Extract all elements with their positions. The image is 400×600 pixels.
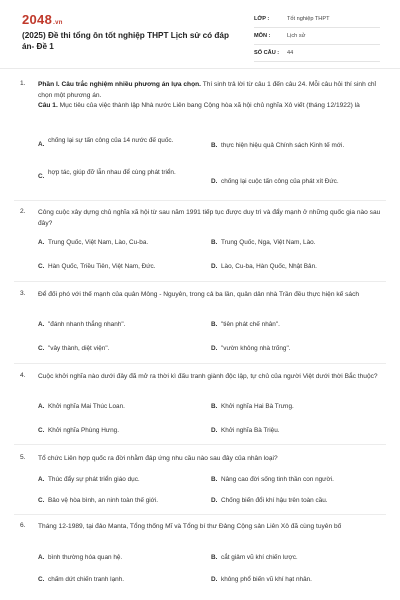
option-letter: D. (211, 345, 218, 352)
logo-suffix: .vn (53, 20, 63, 26)
question-number: 4. (20, 372, 26, 379)
option-text: "đánh nhanh thắng nhanh". (48, 321, 126, 328)
option-text: cắt giảm vũ khí chiến lược. (221, 554, 298, 561)
question-divider (14, 444, 386, 445)
option-text: Khởi nghĩa Mai Thúc Loan. (48, 403, 125, 410)
option-text: "tiên phát chế nhân". (221, 321, 280, 328)
meta-row-count (254, 45, 380, 62)
option-letter: B. (211, 239, 218, 246)
option-letter: B. (211, 476, 218, 483)
option-letter: C. (38, 263, 45, 270)
option-letter: D. (211, 263, 218, 270)
question-text: Tháng 12-1989, tại đảo Manta, Tổng thống Mĩ và Tổng bí thư Đảng Cộng sản Liên Xô đã cùng tuyên bố (38, 523, 342, 530)
section-heading: Phần I. Câu trắc nghiệm nhiều phương án lựa chọn. (38, 81, 201, 88)
option-text: không phổ biến vũ khí hạt nhân. (221, 576, 312, 583)
page-header (0, 0, 400, 66)
meta-value: Lịch sử (287, 33, 306, 39)
option-text: Lào, Cu-ba, Hàn Quốc, Nhật Bản. (221, 263, 317, 270)
question-text: Cuộc khởi nghĩa nào dưới đây đã mở ra thời kì đấu tranh giành độc lập, tự chủ của người Việt dưới thời Bắc thuộc? (38, 373, 378, 380)
option-letter: A. (38, 554, 45, 561)
meta-label: MÔN : (254, 33, 271, 39)
option-text: Khởi nghĩa Hai Bà Trưng. (221, 403, 294, 410)
question-number: 2. (20, 208, 26, 215)
question-number: 5. (20, 454, 26, 461)
question-text: Để đối phó với thế mạnh của quân Mông - Nguyên, trong cả ba lần, quân dân nhà Trần đều thực hiện kế sách (38, 291, 360, 298)
meta-row-class (254, 11, 380, 28)
option-letter: B. (211, 554, 218, 561)
option-letter: D. (211, 427, 218, 434)
option-letter: A. (38, 403, 45, 410)
option-text: Trung Quốc, Nga, Việt Nam, Lào. (221, 239, 316, 246)
question-divider (14, 200, 386, 201)
option-text: Khởi nghĩa Bà Triệu. (221, 427, 280, 434)
option-letter: A. (38, 239, 45, 246)
question-text: Tổ chức Liên hợp quốc ra đời nhằm đáp ứng nhu cầu nào sau đây của nhân loại? (38, 455, 278, 462)
option-text: Khởi nghĩa Phùng Hưng. (48, 427, 120, 434)
meta-value: Tốt nghiệp THPT (287, 16, 330, 22)
document-title: (2025) Đề thi tổng ôn tốt nghiệp THPT Lịch sử có đáp án- Đề 1 (22, 31, 229, 51)
option-text: Hàn Quốc, Triều Tiên, Việt Nam, Đức. (48, 263, 156, 270)
question-number: 6. (20, 522, 26, 529)
meta-row-subject (254, 28, 380, 45)
option-letter: D. (211, 576, 218, 583)
option-text: "vây thành, diệt viện". (48, 345, 110, 352)
option-letter: B. (211, 321, 218, 328)
option-text: Thúc đẩy sự phát triển giáo dục. (48, 476, 140, 483)
option-text: chống lại cuộc tấn công của phát xít Đức. (221, 178, 339, 185)
option-letter: D. (211, 178, 218, 185)
option-text: Chống biến đổi khí hậu trên toàn cầu. (221, 497, 328, 504)
question-text: Công cuộc xây dựng chủ nghĩa xã hội từ sau năm 1991 tiếp tục được duy trì và đẩy mạnh ở những quốc gia nào sau đây? (38, 209, 381, 227)
option-letter: B. (211, 403, 218, 410)
option-letter: C. (38, 497, 45, 504)
option-text: chấm dứt chiến tranh lạnh. (48, 576, 125, 583)
option-letter: C. (38, 576, 45, 583)
header-divider (0, 68, 400, 69)
site-logo[interactable] (22, 12, 63, 27)
option-letter: C. (38, 173, 45, 180)
option-text: "vườn không nhà trống". (221, 345, 291, 352)
option-text: hợp tác, giúp đỡ lẫn nhau để cùng phát triển. (48, 169, 176, 176)
meta-label: SỐ CÂU : (254, 50, 280, 56)
logo-text: 2048 (22, 12, 53, 27)
option-letter: A. (38, 321, 45, 328)
exam-meta-table (254, 11, 380, 62)
question-divider (14, 281, 386, 282)
option-letter: B. (211, 142, 218, 149)
meta-value: 44 (287, 50, 294, 56)
question-divider (14, 363, 386, 364)
option-text: Nâng cao đời sống tinh thần con người. (221, 476, 334, 483)
sub-question-label: Câu 1. (38, 102, 58, 109)
option-letter: A. (38, 141, 45, 148)
question-number: 1. (20, 80, 26, 87)
option-text: Trung Quốc, Việt Nam, Lào, Cu-ba. (48, 239, 149, 246)
sub-question-text: Mục tiêu của việc thành lập Nhà nước Liên bang Cộng hòa xã hội chủ nghĩa Xô viết (tháng 12/1922) là (57, 102, 360, 109)
option-letter: A. (38, 476, 45, 483)
question-number: 3. (20, 290, 26, 297)
option-text: bình thường hóa quan hệ. (48, 554, 123, 561)
question-text (38, 80, 386, 112)
section-instructions: Thí sinh trả lời từ câu 1 đến câu 24. Mỗi câu hỏi thí sinh chỉ chọn một phương án. (38, 81, 377, 99)
option-text: chống lại sự tấn công của 14 nước đế quốc. (48, 137, 174, 144)
meta-label: LỚP : (254, 16, 270, 22)
option-letter: C. (38, 427, 45, 434)
question-divider (14, 514, 386, 515)
option-letter: D. (211, 497, 218, 504)
option-text: thực hiện hiệu quả Chính sách Kinh tế mới. (221, 142, 345, 149)
option-letter: C. (38, 345, 45, 352)
option-text: Bảo vệ hòa bình, an ninh toàn thế giới. (48, 497, 159, 504)
